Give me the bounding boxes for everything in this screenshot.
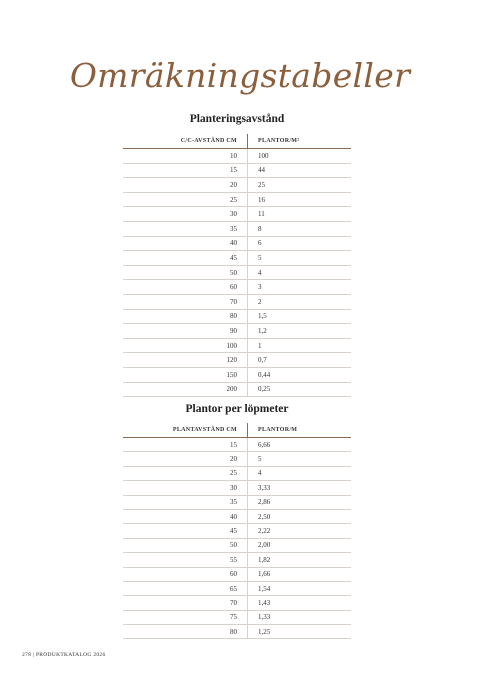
plants-cell: 0,7 — [248, 353, 352, 368]
distance-cell: 15 — [123, 163, 248, 178]
table-row — [123, 207, 351, 222]
table-row — [123, 625, 351, 639]
table-row — [123, 221, 351, 236]
table-row — [123, 251, 351, 266]
table-row — [123, 149, 351, 164]
plants-cell: 6,66 — [248, 438, 352, 452]
plants-cell: 1,25 — [248, 625, 352, 639]
table-row — [123, 610, 351, 624]
distance-cell: 60 — [123, 567, 248, 581]
table-row — [123, 294, 351, 309]
table-row — [123, 236, 351, 251]
table-row — [123, 178, 351, 193]
plants-cell: 1,2 — [248, 324, 352, 339]
plants-cell: 1 — [248, 338, 352, 353]
table-header-row — [123, 423, 351, 438]
column-header: PLANTAVSTÅND CM — [123, 423, 248, 438]
distance-cell: 30 — [123, 207, 248, 222]
distance-cell: 80 — [123, 625, 248, 639]
table-row — [123, 382, 351, 397]
distance-cell: 25 — [123, 466, 248, 480]
column-header: PLANTOR/M² — [248, 134, 352, 149]
distance-cell: 10 — [123, 149, 248, 164]
plants-cell: 1,66 — [248, 567, 352, 581]
plants-cell: 100 — [248, 149, 352, 164]
page-title: Omräkningstabeller — [69, 56, 411, 95]
column-header: C/C-AVSTÅND CM — [123, 134, 248, 149]
table-body — [123, 438, 351, 639]
table-row — [123, 495, 351, 509]
distance-cell: 150 — [123, 367, 248, 382]
table-row — [123, 524, 351, 538]
table-row — [123, 538, 351, 552]
plants-cell: 1,33 — [248, 610, 352, 624]
distance-cell: 40 — [123, 236, 248, 251]
plants-cell: 0,25 — [248, 382, 352, 397]
distance-cell: 80 — [123, 309, 248, 324]
distance-cell: 200 — [123, 382, 248, 397]
plants-cell: 2,22 — [248, 524, 352, 538]
distance-cell: 20 — [123, 452, 248, 466]
table-row — [123, 163, 351, 178]
plants-cell: 4 — [248, 466, 352, 480]
conversion-table — [123, 423, 351, 639]
distance-cell: 70 — [123, 294, 248, 309]
distance-cell: 45 — [123, 524, 248, 538]
plants-cell: 3 — [248, 280, 352, 295]
plants-cell: 16 — [248, 192, 352, 207]
distance-cell: 65 — [123, 581, 248, 595]
table-row — [123, 367, 351, 382]
plants-cell: 8 — [248, 221, 352, 236]
table-row — [123, 265, 351, 280]
plants-cell: 2,00 — [248, 538, 352, 552]
plants-cell: 3,33 — [248, 481, 352, 495]
plants-cell: 2,86 — [248, 495, 352, 509]
page-footer — [22, 652, 106, 658]
table-header-row — [123, 134, 351, 149]
distance-cell: 25 — [123, 192, 248, 207]
table-row — [123, 353, 351, 368]
table-row — [123, 466, 351, 480]
plants-cell: 11 — [248, 207, 352, 222]
plants-cell: 25 — [248, 178, 352, 193]
plants-cell: 44 — [248, 163, 352, 178]
section-heading: Plantor per löpmeter — [185, 403, 289, 415]
plants-cell: 2 — [248, 294, 352, 309]
distance-cell: 35 — [123, 495, 248, 509]
distance-cell: 70 — [123, 596, 248, 610]
table-row — [123, 192, 351, 207]
distance-cell: 40 — [123, 509, 248, 523]
plants-cell: 1,43 — [248, 596, 352, 610]
table-row — [123, 309, 351, 324]
plants-cell: 5 — [248, 452, 352, 466]
section-heading: Planteringsavstånd — [189, 113, 285, 125]
plants-cell: 1,82 — [248, 553, 352, 567]
distance-cell: 35 — [123, 221, 248, 236]
table-row — [123, 338, 351, 353]
distance-cell: 100 — [123, 338, 248, 353]
page-number: 278 — [22, 652, 32, 658]
table-row — [123, 481, 351, 495]
table-body — [123, 149, 351, 397]
table-row — [123, 596, 351, 610]
distance-cell: 50 — [123, 265, 248, 280]
plants-cell: 6 — [248, 236, 352, 251]
distance-cell: 90 — [123, 324, 248, 339]
distance-cell: 45 — [123, 251, 248, 266]
table-row — [123, 553, 351, 567]
plants-per-meter-section — [123, 403, 351, 639]
plants-cell: 5 — [248, 251, 352, 266]
plants-cell: 1,54 — [248, 581, 352, 595]
table-row — [123, 324, 351, 339]
distance-cell: 20 — [123, 178, 248, 193]
plants-cell: 4 — [248, 265, 352, 280]
table-row — [123, 567, 351, 581]
conversion-table — [123, 134, 351, 397]
distance-cell: 75 — [123, 610, 248, 624]
distance-cell: 55 — [123, 553, 248, 567]
table-row — [123, 438, 351, 452]
distance-cell: 120 — [123, 353, 248, 368]
plants-cell: 0,44 — [248, 367, 352, 382]
distance-cell: 15 — [123, 438, 248, 452]
footer-separator: | — [32, 652, 35, 658]
table-row — [123, 280, 351, 295]
plants-cell: 2,50 — [248, 509, 352, 523]
table-row — [123, 452, 351, 466]
distance-cell: 50 — [123, 538, 248, 552]
distance-cell: 30 — [123, 481, 248, 495]
catalog-name: PRODUKTKATALOG 2026 — [35, 652, 106, 658]
column-header: PLANTOR/M — [248, 423, 352, 438]
distance-cell: 60 — [123, 280, 248, 295]
planting-distance-section — [123, 113, 351, 397]
table-row — [123, 509, 351, 523]
plants-cell: 1,5 — [248, 309, 352, 324]
table-row — [123, 581, 351, 595]
